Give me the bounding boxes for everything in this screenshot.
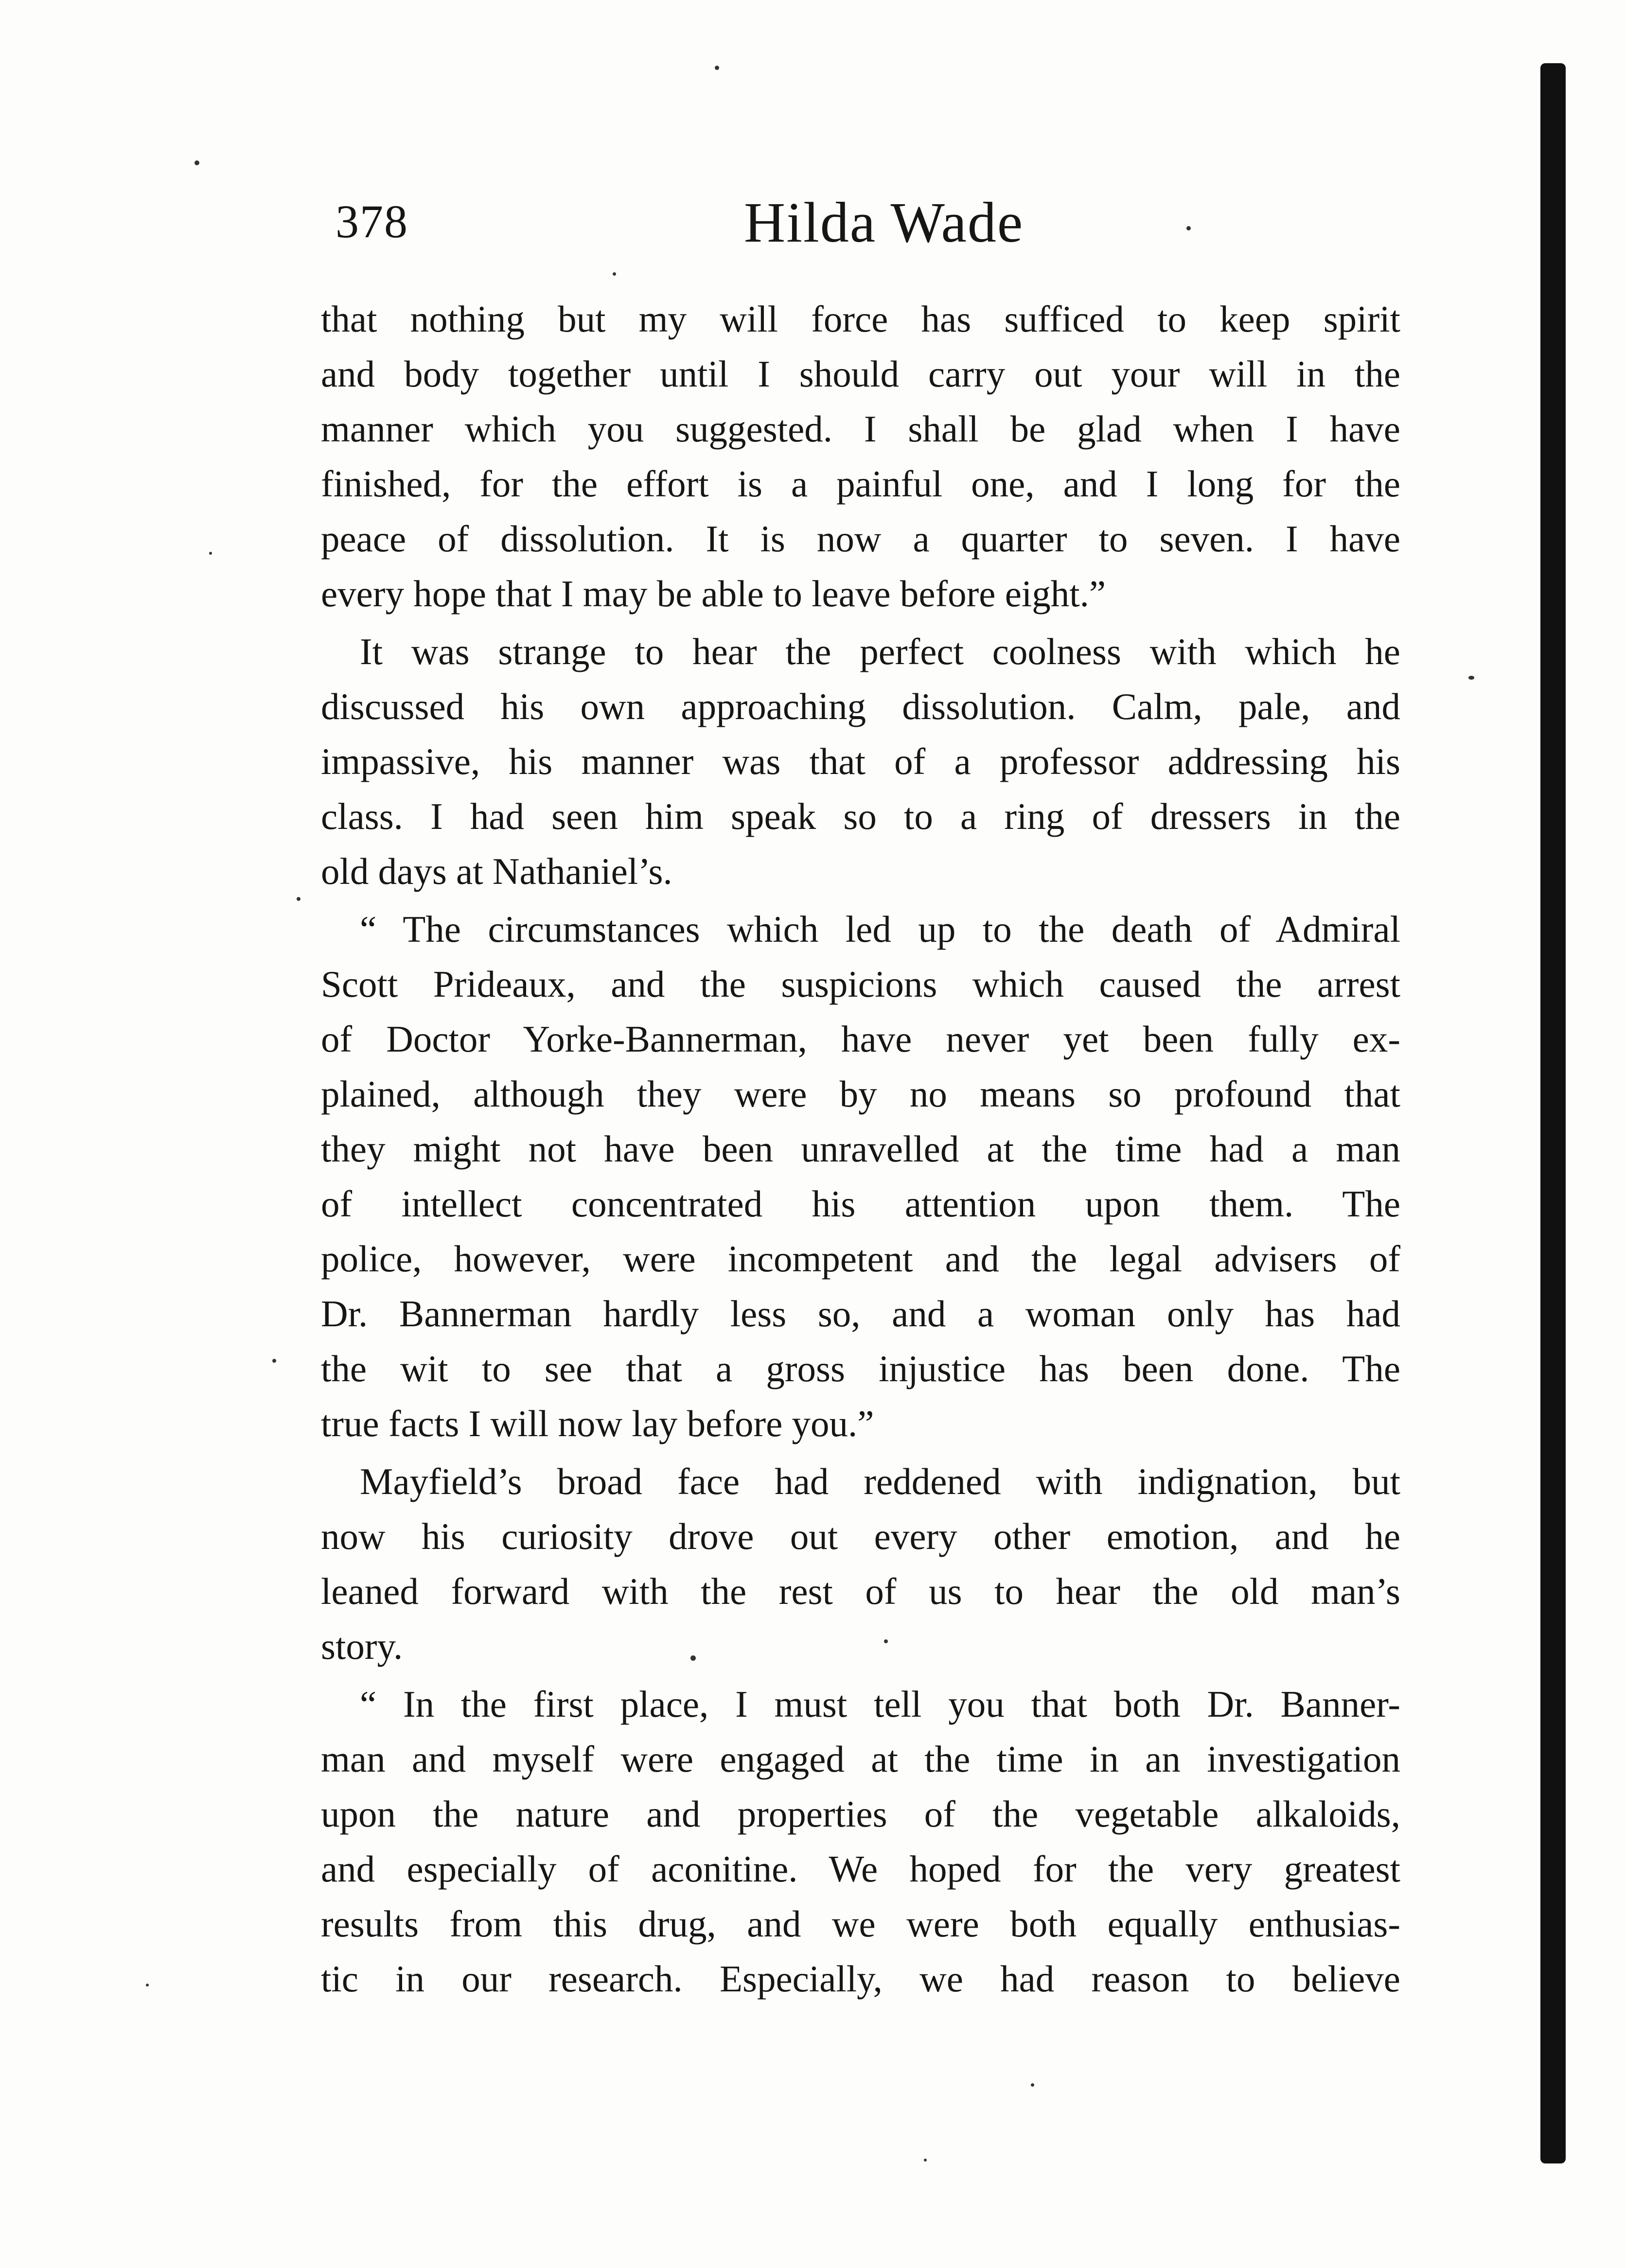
scan-speck bbox=[194, 160, 199, 165]
text-line: class. I had seen him speak so to a ring of dressers in the bbox=[321, 795, 1400, 837]
scan-speck bbox=[715, 66, 719, 70]
text-line: tic in our research. Especially, we had reason to believe bbox=[321, 1958, 1400, 2000]
binding-shadow bbox=[1540, 63, 1566, 2163]
text-line: old days at Nathaniel’s. bbox=[321, 850, 672, 892]
text-line: every hope that I may be able to leave before eight.” bbox=[321, 573, 1106, 615]
text-line: Dr. Bannerman hardly less so, and a woman only has had bbox=[321, 1293, 1400, 1335]
scan-speck bbox=[924, 2159, 927, 2162]
scan-speck bbox=[209, 552, 212, 555]
text-line: Scott Prideaux, and the suspicions which caused the arrest bbox=[321, 963, 1400, 1005]
text-line: “ The circumstances which led up to the death of Admiral bbox=[360, 908, 1400, 950]
text-line: “ In the first place, I must tell you that both Dr. Banner- bbox=[360, 1683, 1400, 1725]
text-line: finished, for the effort is a painful one, and I long for the bbox=[321, 463, 1400, 505]
text-line: true facts I will now lay before you.” bbox=[321, 1403, 874, 1444]
scan-speck bbox=[272, 1359, 276, 1363]
scan-speck bbox=[1468, 676, 1474, 680]
text-line: the wit to see that a gross injustice has been done. The bbox=[321, 1348, 1400, 1389]
scan-speck bbox=[297, 897, 300, 901]
scan-speck bbox=[613, 272, 616, 276]
text-line: discussed his own approaching dissolution. Calm, pale, and bbox=[321, 686, 1400, 727]
text-line: they might not have been unravelled at the time had a man bbox=[321, 1128, 1400, 1170]
text-line: leaned forward with the rest of us to hear the old man’s bbox=[321, 1570, 1400, 1612]
text-line: Mayfield’s broad face had reddened with indignation, but bbox=[360, 1460, 1400, 1502]
text-line: now his curiosity drove out every other emotion, and he bbox=[321, 1515, 1400, 1557]
text-line: plained, although they were by no means so profound that bbox=[321, 1073, 1400, 1115]
text-line: peace of dissolution. It is now a quarter to seven. I have bbox=[321, 518, 1400, 560]
text-line: man and myself were engaged at the time in an investigation bbox=[321, 1738, 1400, 1780]
body-text bbox=[321, 292, 1400, 2006]
text-line: It was strange to hear the perfect coolness with which he bbox=[360, 631, 1400, 672]
scan-speck bbox=[146, 1984, 149, 1987]
page-number: 378 bbox=[336, 195, 408, 247]
scan-speck bbox=[1031, 2083, 1034, 2087]
text-line: police, however, were incompetent and the legal advisers of bbox=[321, 1238, 1400, 1280]
text-line: manner which you suggested. I shall be glad when I have bbox=[321, 408, 1400, 450]
text-line: results from this drug, and we were both equally enthusias- bbox=[321, 1903, 1400, 1945]
page-header bbox=[336, 185, 1405, 263]
text-line: story. bbox=[321, 1625, 403, 1667]
text-line: of intellect concentrated his attention upon them. The bbox=[321, 1183, 1400, 1225]
text-line: that nothing but my will force has sufficed to keep spirit bbox=[321, 298, 1400, 340]
text-line: impassive, his manner was that of a professor addressing his bbox=[321, 740, 1400, 782]
text-line: of Doctor Yorke-Bannerman, have never yet been fully ex- bbox=[321, 1018, 1400, 1060]
text-line: and body together until I should carry out your will in the bbox=[321, 353, 1400, 395]
running-title: Hilda Wade bbox=[744, 191, 1024, 254]
text-line: and especially of aconitine. We hoped for the very greatest bbox=[321, 1848, 1400, 1890]
text-line: upon the nature and properties of the vegetable alkaloids, bbox=[321, 1793, 1400, 1835]
